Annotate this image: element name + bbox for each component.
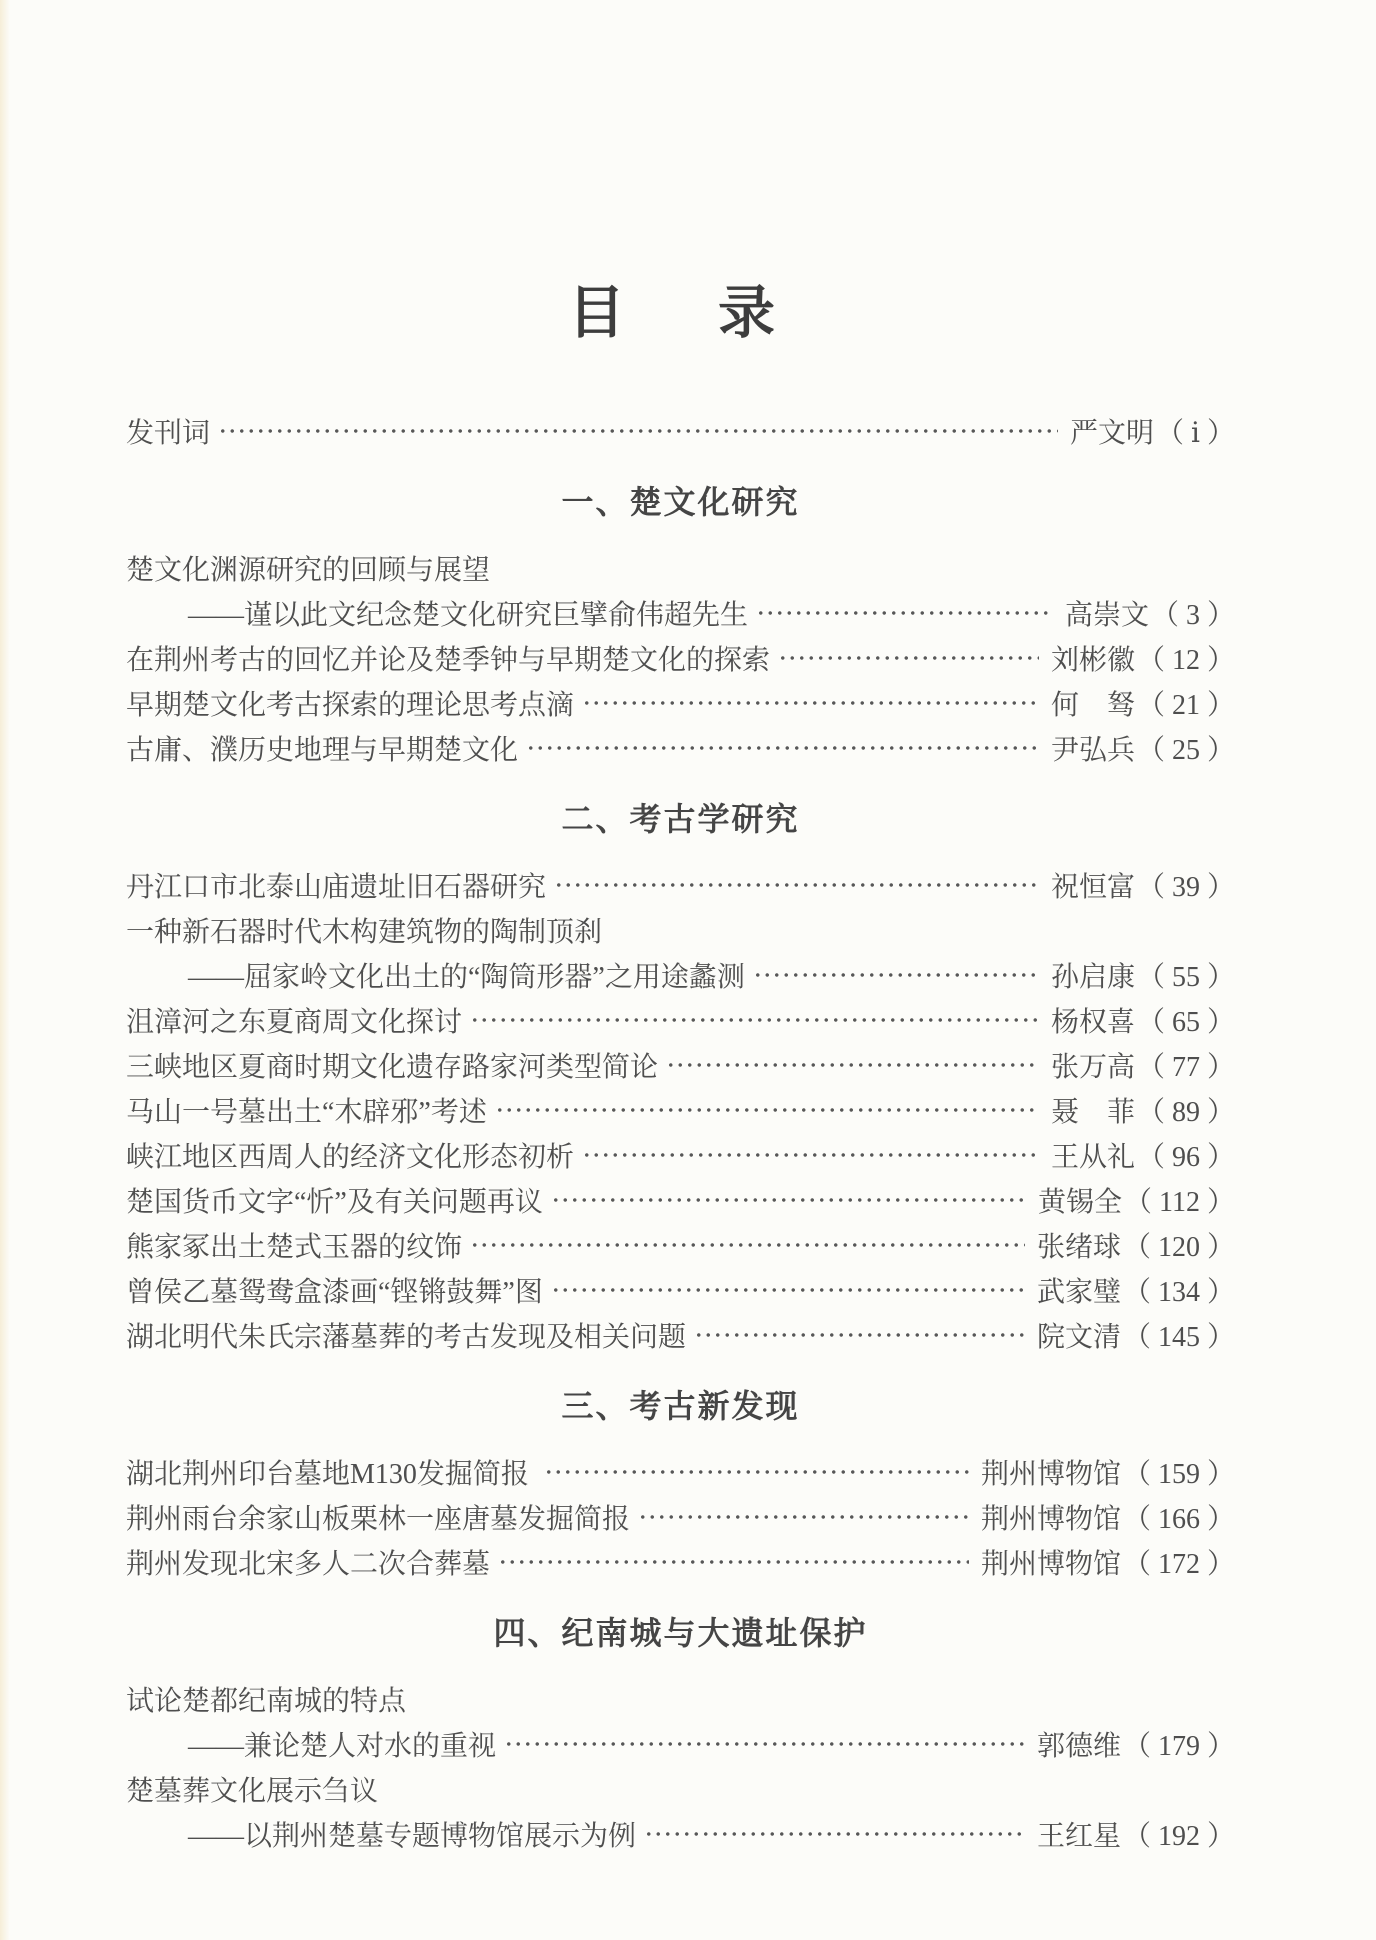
entry-title: 丹江口市北泰山庙遗址旧石器研究 — [126, 871, 547, 903]
entry-page-number: （ 112 ） — [1124, 1186, 1235, 1218]
toc-entry-row — [126, 635, 1235, 680]
toc-entry-row — [126, 1132, 1235, 1177]
entry-page-number: （ 134 ） — [1122, 1276, 1235, 1308]
dot-leader — [642, 1811, 1025, 1856]
entry-title: 湖北明代朱氏宗藩墓葬的考古发现及相关问题 — [126, 1321, 687, 1353]
section-heading: 四、纪南城与大遗址保护 — [493, 1615, 868, 1651]
entry-author: 张万高 — [1050, 1051, 1135, 1083]
entry-title: 峡江地区西周人的经济文化形态初析 — [126, 1141, 575, 1173]
dot-leader — [524, 725, 1039, 770]
toc-entry-row — [126, 680, 1235, 725]
dot-leader — [549, 1267, 1025, 1312]
toc-entry-row — [126, 1177, 1235, 1222]
dot-leader — [493, 1087, 1039, 1132]
entry-author: 张绪球 — [1036, 1231, 1121, 1263]
toc-entry-row — [126, 1087, 1235, 1132]
dot-leader — [468, 1222, 1025, 1267]
entry-page-number: （ 65 ） — [1136, 1006, 1235, 1038]
toc-entry-row — [126, 952, 1235, 997]
entry-title: 楚文化渊源研究的回顾与展望 — [126, 554, 491, 586]
entry-title: ——以荆州楚墓专题博物馆展示为例 — [188, 1820, 637, 1852]
entry-page-number: （ 3 ） — [1150, 599, 1235, 631]
entry-page-number: （ 166 ） — [1122, 1503, 1235, 1535]
entry-page-number: （ 77 ） — [1136, 1051, 1235, 1083]
entry-author: 杨权喜 — [1050, 1006, 1135, 1038]
entry-page-number: （ 145 ） — [1122, 1321, 1235, 1353]
entry-title: 湖北荆州印台墓地M130发掘简报 — [126, 1458, 536, 1490]
entry-author: 刘彬徽 — [1050, 644, 1135, 676]
entry-title: 早期楚文化考古探索的理论思考点滴 — [126, 689, 575, 721]
toc-entry-row — [126, 1811, 1235, 1856]
toc-entry-row — [126, 1721, 1235, 1766]
entry-author: 荆州博物馆 — [980, 1503, 1121, 1535]
toc-entry-row — [126, 1449, 1235, 1494]
entry-page-number: （ 89 ） — [1136, 1096, 1235, 1128]
entry-author: 荆州博物馆 — [980, 1458, 1121, 1490]
entry-page-number: （ ⅰ ） — [1156, 417, 1235, 449]
dot-leader — [552, 862, 1039, 907]
entry-title: 在荆州考古的回忆并论及楚季钟与早期楚文化的探索 — [126, 644, 771, 676]
entry-page-number: （ 172 ） — [1122, 1548, 1235, 1580]
toc-entry-row — [126, 725, 1235, 770]
entry-author: 武家璧 — [1036, 1276, 1121, 1308]
section-heading: 一、楚文化研究 — [561, 484, 800, 520]
entry-author: 郭德维 — [1036, 1730, 1121, 1762]
dot-leader — [549, 1177, 1026, 1222]
entry-title: ——屈家岭文化出土的“陶筒形器”之用途蠡测 — [188, 961, 745, 993]
entry-author: 院文清 — [1036, 1321, 1121, 1353]
entry-page-number: （ 25 ） — [1136, 734, 1235, 766]
toc-entry-row — [126, 1494, 1235, 1539]
toc-entry-row — [126, 997, 1235, 1042]
toc-entry-row — [126, 1766, 1235, 1811]
entry-author: 祝恒富 — [1050, 871, 1135, 903]
dot-leader — [496, 1539, 969, 1584]
dot-leader — [216, 408, 1058, 453]
toc-entry-row — [126, 1267, 1235, 1312]
entry-author: 荆州博物馆 — [980, 1548, 1121, 1580]
toc-entry-row — [126, 408, 1235, 453]
entry-title: 曾侯乙墓鸳鸯盒漆画“铿锵鼓舞”图 — [126, 1276, 543, 1308]
entry-title: 熊家冢出土楚式玉器的纹饰 — [126, 1231, 463, 1263]
entry-page-number: （ 179 ） — [1122, 1730, 1235, 1762]
dot-leader — [692, 1312, 1025, 1357]
page-title: 目 录 — [568, 282, 793, 345]
entry-page-number: （ 159 ） — [1122, 1458, 1235, 1490]
section-heading: 三、考古新发现 — [561, 1388, 800, 1424]
entry-author: 尹弘兵 — [1050, 734, 1135, 766]
toc-entry-row — [126, 1222, 1235, 1267]
toc-list — [126, 408, 1235, 1856]
entry-page-number: （ 55 ） — [1136, 961, 1235, 993]
entry-author: 王红星 — [1036, 1820, 1121, 1852]
dot-leader — [468, 997, 1039, 1042]
entry-author: 高崇文 — [1064, 599, 1149, 631]
entry-title: 沮漳河之东夏商周文化探讨 — [126, 1006, 463, 1038]
entry-title: 楚国货币文字“忻”及有关问题再议 — [126, 1186, 543, 1218]
dot-leader — [502, 1721, 1025, 1766]
entry-title: ——谨以此文纪念楚文化研究巨擘俞伟超先生 — [188, 599, 749, 631]
toc-entry-row — [126, 862, 1235, 907]
toc-entry-row — [126, 545, 1235, 590]
entry-author: 何 驽 — [1050, 689, 1135, 721]
dot-leader — [776, 635, 1039, 680]
entry-title: 发刊词 — [126, 417, 211, 449]
toc-entry-row — [126, 1312, 1235, 1357]
entry-page-number: （ 39 ） — [1136, 871, 1235, 903]
entry-title: 三峡地区夏商时期文化遗存路家河类型简论 — [126, 1051, 659, 1083]
dot-leader — [580, 680, 1039, 725]
entry-author: 黄锡全 — [1038, 1186, 1123, 1218]
toc-entry-row — [126, 907, 1235, 952]
dot-leader — [580, 1132, 1039, 1177]
dot-leader — [754, 590, 1053, 635]
entry-page-number: （ 96 ） — [1136, 1141, 1235, 1173]
entry-title: 马山一号墓出土“木辟邪”考述 — [126, 1096, 487, 1128]
section-heading: 二、考古学研究 — [561, 801, 800, 837]
entry-page-number: （ 21 ） — [1136, 689, 1235, 721]
entry-title: 楚墓葬文化展示刍议 — [126, 1775, 379, 1807]
entry-title: 一种新石器时代木构建筑物的陶制顶刹 — [126, 916, 603, 948]
dot-leader — [664, 1042, 1039, 1087]
entry-page-number: （ 120 ） — [1122, 1231, 1235, 1263]
entry-author: 严文明 — [1070, 417, 1155, 449]
toc-entry-row — [126, 1042, 1235, 1087]
entry-author: 王从礼 — [1050, 1141, 1135, 1173]
entry-author: 聂 菲 — [1050, 1096, 1135, 1128]
entry-title: 试论楚都纪南城的特点 — [126, 1685, 407, 1717]
entry-title: 荆州雨台余家山板栗林一座唐墓发掘简报 — [126, 1503, 631, 1535]
entry-page-number: （ 192 ） — [1122, 1820, 1235, 1852]
toc-entry-row — [126, 1676, 1235, 1721]
entry-title: 古庸、濮历史地理与早期楚文化 — [126, 734, 519, 766]
entry-title: 荆州发现北宋多人二次合葬墓 — [126, 1548, 491, 1580]
toc-entry-row — [126, 1539, 1235, 1584]
toc-entry-row — [126, 590, 1235, 635]
dot-leader — [751, 952, 1039, 997]
dot-leader — [636, 1494, 969, 1539]
entry-title: ——兼论楚人对水的重视 — [188, 1730, 497, 1762]
dot-leader — [542, 1449, 969, 1494]
entry-page-number: （ 12 ） — [1136, 644, 1235, 676]
entry-author: 孙启康 — [1050, 961, 1135, 993]
